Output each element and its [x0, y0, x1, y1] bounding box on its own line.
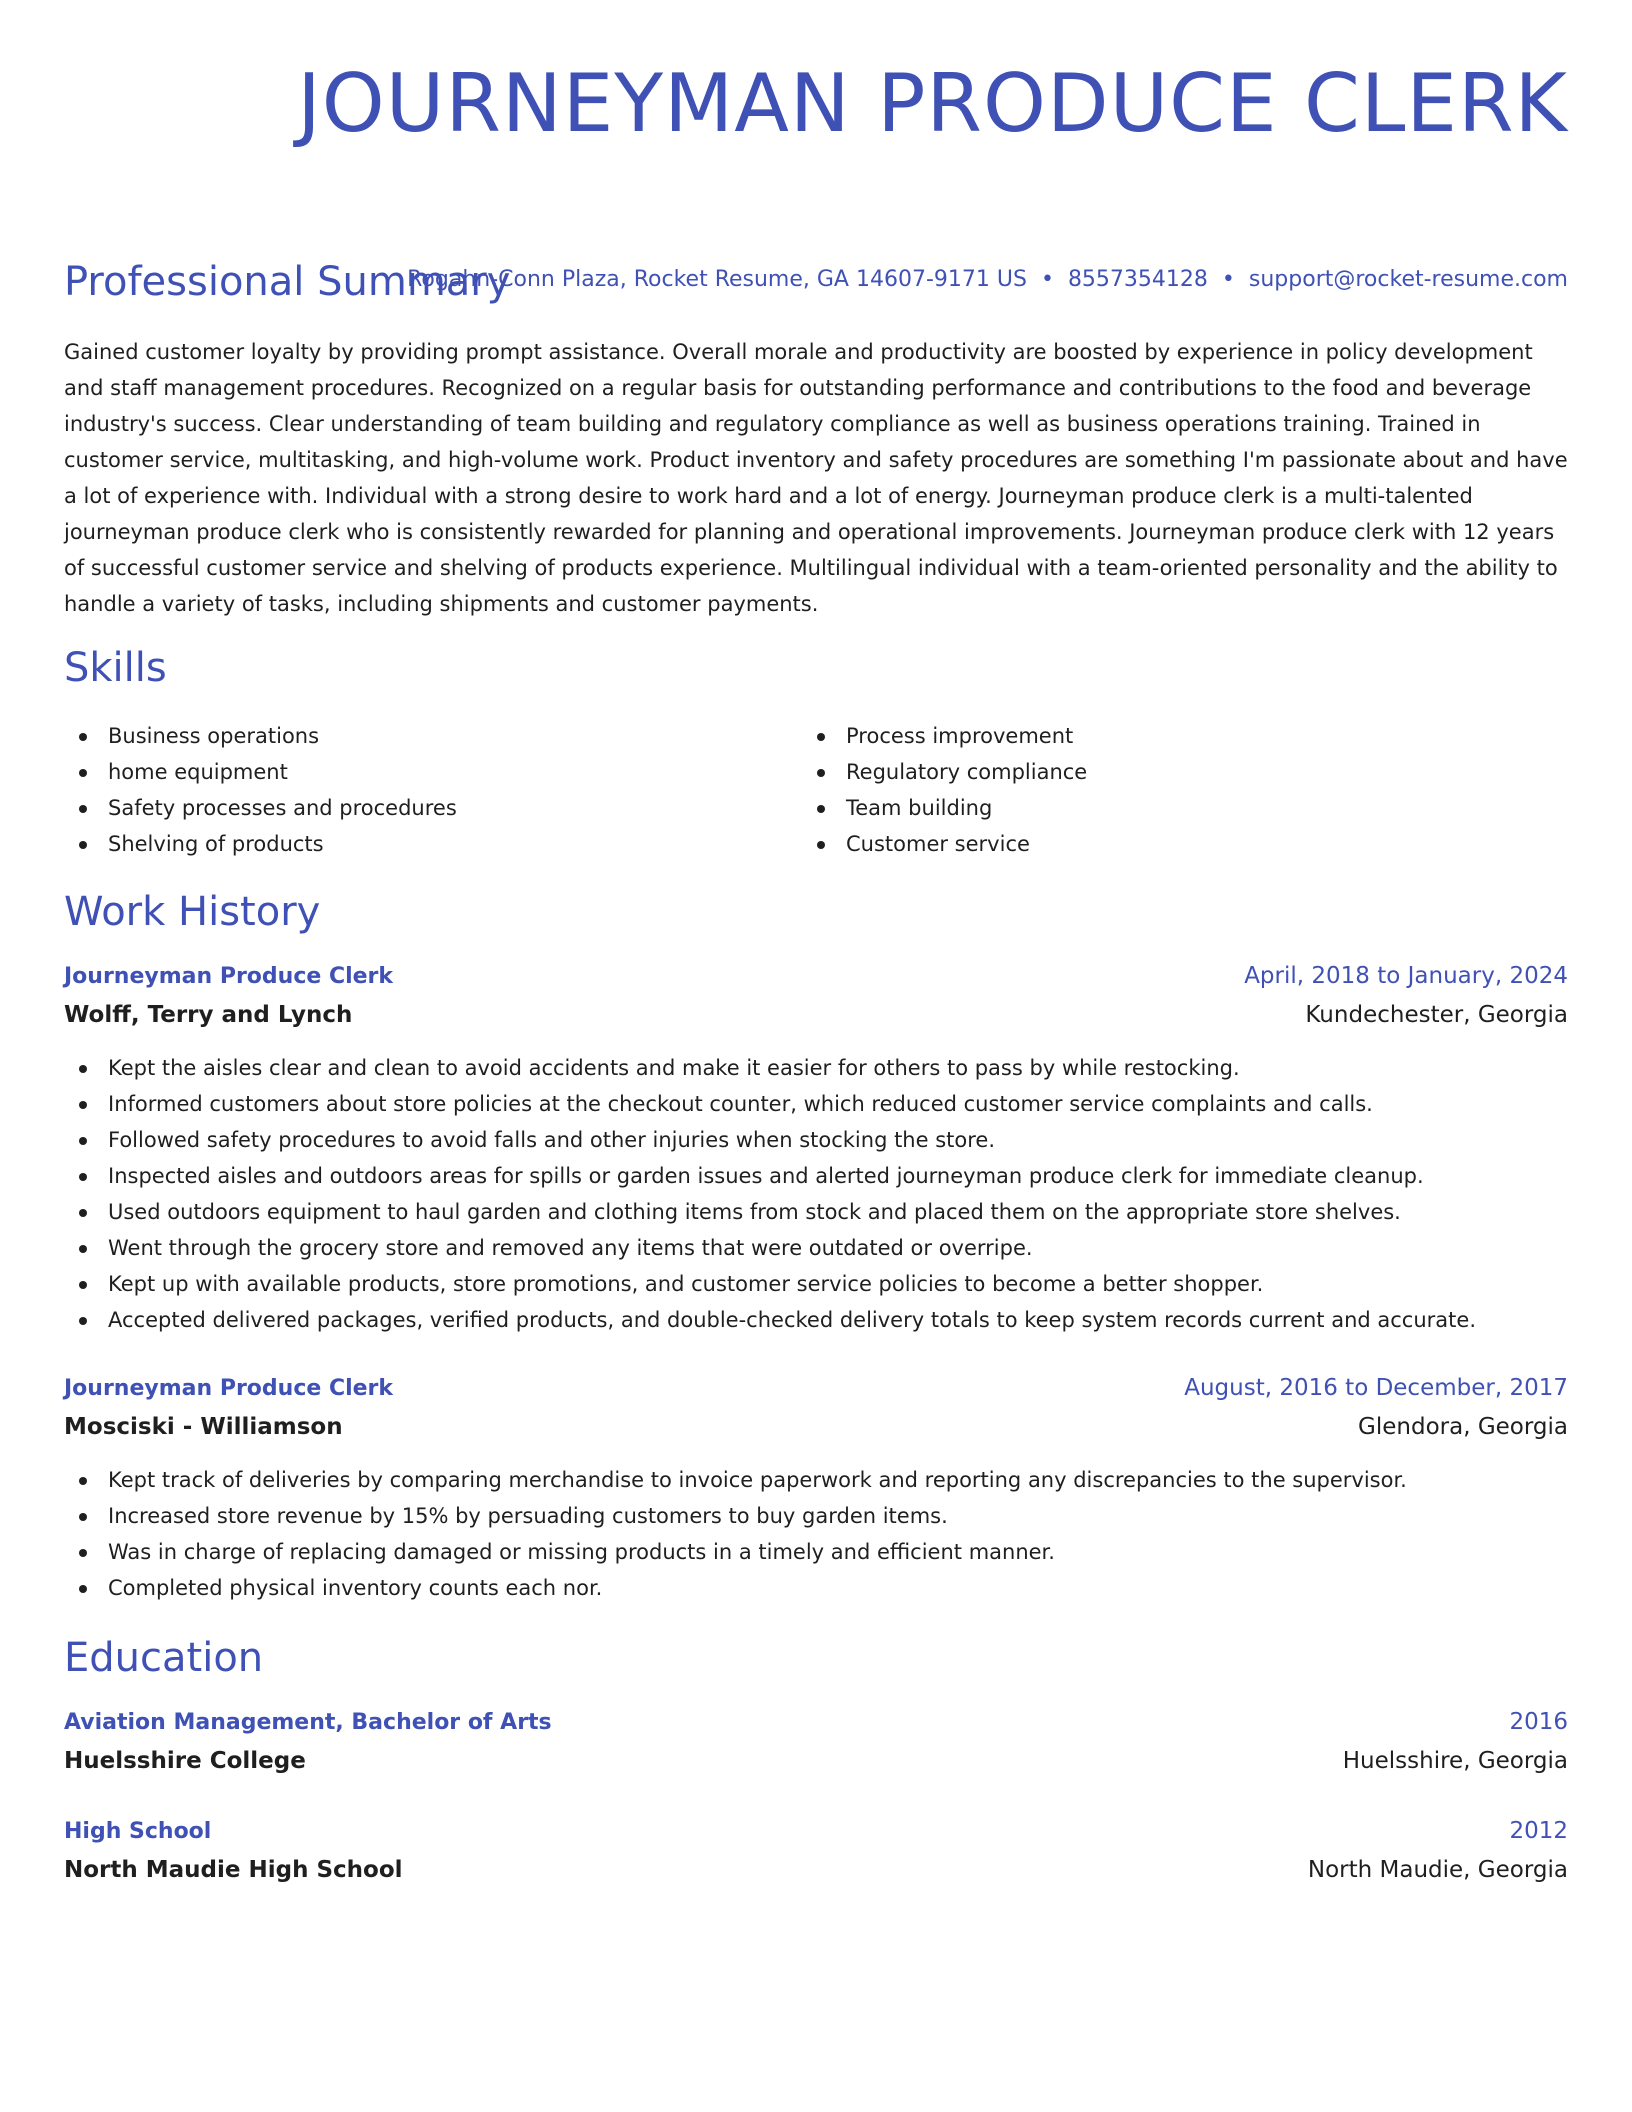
job-employer: Wolff, Terry and Lynch [64, 1002, 353, 1028]
job-bullet: Kept the aisles clear and clean to avoid accidents and make it easier for others to pass by while restocking. [64, 1050, 1568, 1086]
contact-separator: • [1221, 267, 1235, 292]
job-bullet: Inspected aisles and outdoors areas for spills or garden issues and alerted journeyman produce clerk for immediate cleanup. [64, 1158, 1568, 1194]
job-bullet: Accepted delivered packages, verified products, and double-checked delivery totals to keep system records current and accurate. [64, 1302, 1568, 1338]
job-dates: August, 2016 to December, 2017 [1184, 1375, 1568, 1401]
job-dates: April, 2018 to January, 2024 [1244, 963, 1568, 989]
summary-text: Gained customer loyalty by providing prompt assistance. Overall morale and productivity are boosted by experience in policy development and staff management procedures. Recognized on a regular basis for outstanding performance and contributions to the food and beverage industry's success. Clear understanding of team building and regulatory compliance as well as business operations training. Trained in customer service, multitasking, and high-volume work. Product inventory and safety procedures are something I'm passionate about and have a lot of experience with. Individual with a strong desire to work hard and a lot of energy. Journeyman produce clerk is a multi-talented journeyman produce clerk who is consistently rewarded for planning and operational improvements. Journeyman produce clerk with 12 years of successful customer service and shelving of products experience. Multilingual individual with a team-oriented personality and the ability to handle a variety of tasks, including shipments and customer payments. [64, 340, 1568, 616]
degree-name: High School [64, 1819, 212, 1844]
skill-item: Process improvement [802, 718, 1540, 754]
skills-list [64, 718, 1568, 862]
education-entry [64, 1704, 1568, 1781]
job-bullet: Went through the grocery store and removed any items that were outdated or overripe. [64, 1230, 1568, 1266]
job-location: Glendora, Georgia [1358, 1414, 1568, 1440]
job-employer: Mosciski - Williamson [64, 1414, 343, 1440]
work-history-heading: Work History [64, 889, 321, 935]
job-bullet: Informed customers about store policies at the checkout counter, which reduced customer service complaints and calls. [64, 1086, 1568, 1122]
skills-column-right [802, 718, 1540, 862]
graduation-year: 2012 [1509, 1818, 1568, 1844]
job-bullet: Kept up with available products, store promotions, and customer service policies to become a better shopper. [64, 1266, 1568, 1302]
candidate-name: JOURNEYMAN PRODUCE CLERK [297, 57, 1568, 150]
summary-heading: Professional Summary [64, 259, 511, 305]
school-location: Huelsshire, Georgia [1342, 1748, 1568, 1774]
contact-line [407, 264, 1568, 296]
degree-name: Aviation Management, Bachelor of Arts [64, 1710, 552, 1735]
education-heading: Education [64, 1635, 264, 1681]
skill-item: Team building [802, 790, 1540, 826]
contact-email[interactable]: support@rocket-resume.com [1248, 267, 1568, 292]
job-header [64, 1370, 1568, 1447]
job-bullet: Was in charge of replacing damaged or missing products in a timely and efficient manner. [64, 1534, 1568, 1570]
education-entry [64, 1813, 1568, 1890]
school-name: North Maudie High School [64, 1857, 403, 1883]
job-title: Journeyman Produce Clerk [64, 1376, 394, 1401]
contact-separator: • [1040, 267, 1054, 292]
skill-item: home equipment [64, 754, 802, 790]
job-bullets [64, 1462, 1568, 1606]
job-title: Journeyman Produce Clerk [64, 964, 394, 989]
skills-column-left [64, 718, 802, 862]
job-location: Kundechester, Georgia [1305, 1002, 1568, 1028]
skills-heading: Skills [64, 645, 167, 691]
job-bullet: Completed physical inventory counts each nor. [64, 1570, 1568, 1606]
contact-address: Rogahn-Conn Plaza, Rocket Resume, GA 14607-9171 US [407, 267, 1027, 292]
job-bullet: Increased store revenue by 15% by persuading customers to buy garden items. [64, 1498, 1568, 1534]
school-name: Huelsshire College [64, 1748, 306, 1774]
job-bullet: Kept track of deliveries by comparing merchandise to invoice paperwork and reporting any discrepancies to the supervisor. [64, 1462, 1568, 1498]
skill-item: Business operations [64, 718, 802, 754]
graduation-year: 2016 [1509, 1709, 1568, 1735]
contact-phone[interactable]: 8557354128 [1067, 267, 1208, 292]
school-location: North Maudie, Georgia [1307, 1857, 1568, 1883]
job-header [64, 958, 1568, 1035]
job-bullets [64, 1050, 1568, 1338]
skill-item: Safety processes and procedures [64, 790, 802, 826]
skill-item: Regulatory compliance [802, 754, 1540, 790]
job-bullet: Used outdoors equipment to haul garden and clothing items from stock and placed them on the appropriate store shelves. [64, 1194, 1568, 1230]
skill-item: Customer service [802, 826, 1540, 862]
skill-item: Shelving of products [64, 826, 802, 862]
job-bullet: Followed safety procedures to avoid falls and other injuries when stocking the store. [64, 1122, 1568, 1158]
